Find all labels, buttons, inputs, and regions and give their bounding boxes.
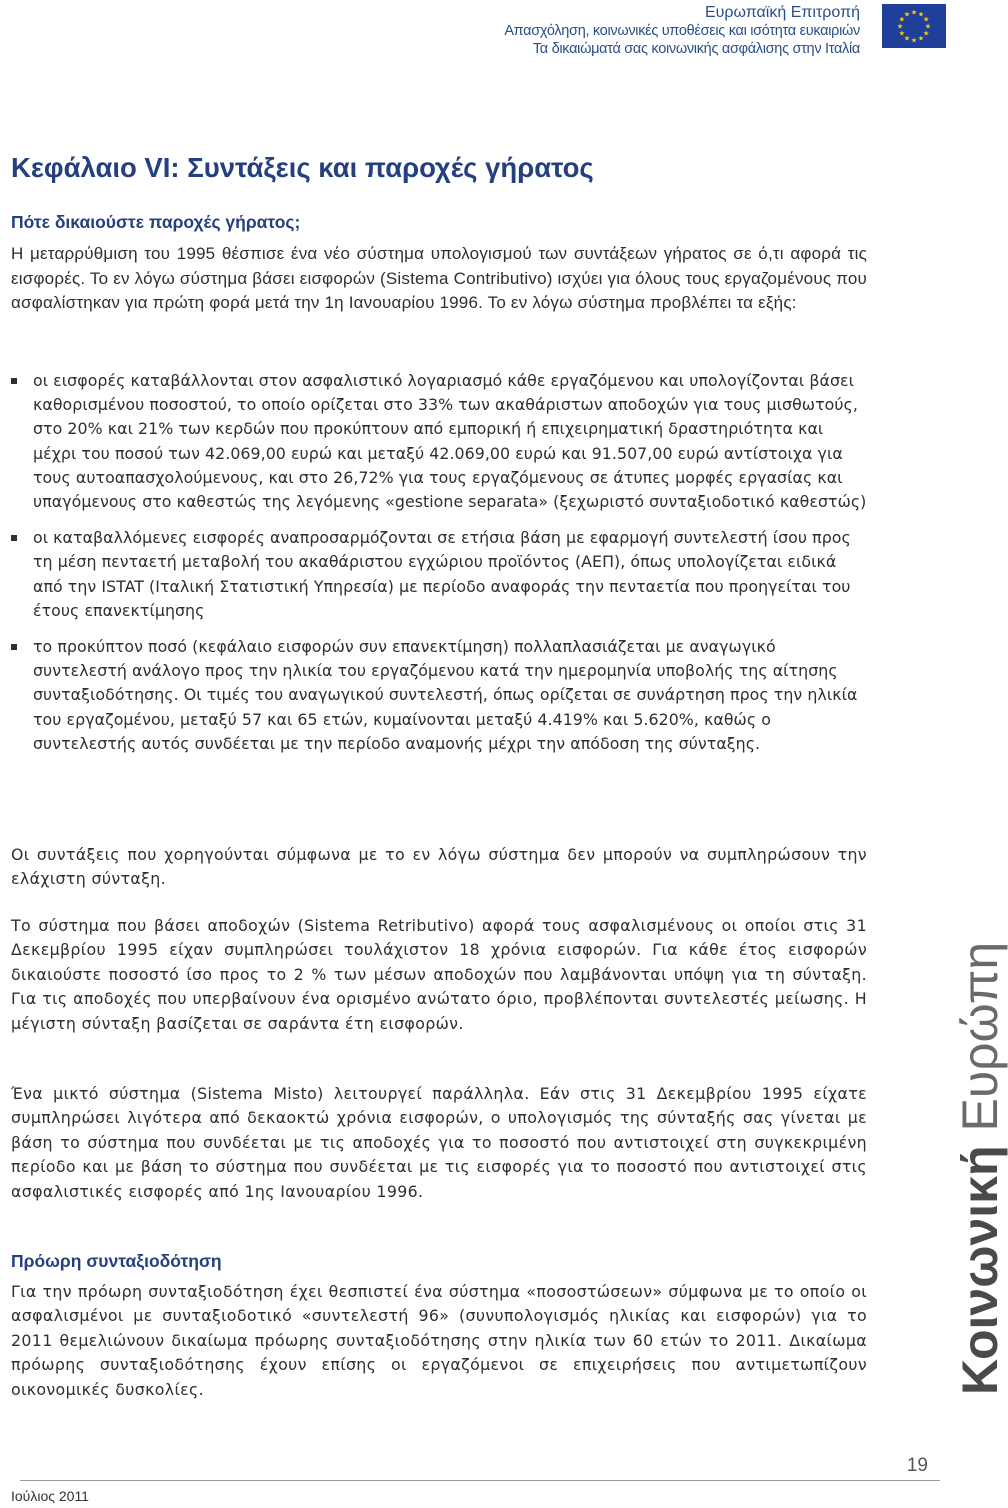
eu-star-icon: ★ xyxy=(910,37,918,45)
footer-date: Ιούλιος 2011 xyxy=(11,1488,89,1504)
social-europe-wordmark xyxy=(952,941,1008,1395)
page-header xyxy=(0,2,960,62)
bullet-square-icon xyxy=(11,378,17,384)
eu-star-icon: ★ xyxy=(917,11,925,19)
wordmark-bold: Κοινωνική xyxy=(952,1145,1008,1395)
list-item xyxy=(11,369,871,514)
contribution-bullet-list xyxy=(11,369,871,768)
eu-star-icon: ★ xyxy=(898,16,906,24)
eu-star-icon: ★ xyxy=(898,30,906,38)
eu-star-icon: ★ xyxy=(910,9,918,17)
section-heading-when-eligible: Πότε δικαιούστε παροχές γήρατος; xyxy=(11,212,301,232)
section-heading-early-retirement: Πρόωρη συνταξιοδότηση xyxy=(11,1251,222,1271)
chapter-title: Κεφάλαιο VI: Συντάξεις και παροχές γήρατος xyxy=(11,152,594,183)
eu-star-icon: ★ xyxy=(903,11,911,19)
bullet-text: οι εισφορές καταβάλλονται στον ασφαλιστικό λογαριασμό κάθε εργαζόμενου και υπολογίζονται βάσει καθορισμένου ποσοστού, το οποίο ορίζεται στο 33% των ακαθάριστων αποδοχών για τους μισθωτούς, στο 20% και 21% των κερδών που προκύπτουν από εμπορική ή επιχειρηματική δραστηριότητα και μέχρι του ποσού των 42.069,00 ευρώ και μεταξύ 42.069,00 ευρώ και 91.507,00 ευρώ αντίστοιχα για τους αυτοαπασχολούμενους, και στο 26,72% για τους εργαζόμενους σε άτυπες μορφές εργασίας και υπαγόμενους στο καθεστώς της λεγόμενης «gestione separata» (ξεχωριστό συνταξιοδοτικό καθεστώς) xyxy=(33,371,867,512)
min-pension-paragraph: Οι συντάξεις που χορηγούνται σύμφωνα με το εν λόγω σύστημα δεν μπορούν να συμπληρώσουν την ελάχιστη σύνταξη. xyxy=(11,845,867,889)
bullet-square-icon xyxy=(11,535,17,541)
list-item xyxy=(11,526,871,623)
eu-star-icon: ★ xyxy=(922,16,930,24)
misto-paragraph: Ένα μικτό σύστημα (Sistema Misto) λειτουργεί παράλληλα. Εάν στις 31 Δεκεμβρίου 1995 είχατε συμπληρώσει λιγότερα από δεκαοκτώ χρόνια εισφορών, ο υπολογισμός της σύνταξής σας γίνεται με βάση το σύστημα που συνδέεται με τις αποδοχές για το ποσοστό που αντιστοιχεί στη συγκεκριμένη περίοδο και με βάση το σύστημα που συνδέεται με τις εισφορές για το ποσοστό που αντιστοιχεί στις ασφαλιστικές εισφορές από 1ης Ιανουαρίου 1996. xyxy=(11,1084,867,1201)
header-org: Ευρωπαϊκή Επιτροπή xyxy=(704,4,860,21)
eu-star-icon: ★ xyxy=(903,35,911,43)
header-dg: Απασχόληση, κοινωνικές υποθέσεις και ισότητα ευκαιριών xyxy=(504,23,860,39)
eu-star-icon: ★ xyxy=(917,35,925,43)
header-doc: Τα δικαιώματά σας κοινωνικής ασφάλισης στην Ιταλία xyxy=(532,41,860,57)
bullet-square-icon xyxy=(11,644,17,650)
footer-divider xyxy=(20,1480,940,1481)
header-text xyxy=(504,4,860,58)
eu-star-icon: ★ xyxy=(922,30,930,38)
eu-star-icon: ★ xyxy=(896,23,904,31)
eu-flag-icon xyxy=(882,4,946,48)
page-number: 19 xyxy=(906,1455,928,1476)
list-item xyxy=(11,635,871,756)
wordmark-light: Ευρώπη xyxy=(952,941,1008,1132)
bullet-text: το προκύπτον ποσό (κεφάλαιο εισφορών συν επανεκτίμηση) πολλαπλασιάζεται με αναγωγικό συντελεστή ανάλογο προς την ηλικία του εργαζόμενου κατά την ημερομηνία υποβολής της αίτησης συνταξιοδότησης. Οι τιμές του αναγωγικού συντελεστή, όπως ορίζεται σε συνάρτηση προς την ηλικία του εργαζομένου, μεταξύ 57 και 65 ετών, κυμαίνονται μεταξύ 4.419% και 5.620%, καθώς ο συντελεστής αυτός συνδέεται με την περίοδο αναμονής μέχρι την απόδοση της σύνταξης. xyxy=(33,637,858,753)
bullet-text: οι καταβαλλόμενες εισφορές αναπροσαρμόζονται σε ετήσια βάση με εφαρμογή συντελεστή ίσου προς τη μέση πενταετή μεταβολή του ακαθάριστου εγχώριου προϊόντος (ΑΕΠ), όπως υπολογίζεται ειδικά από την ISTAT (Ιταλική Στατιστική Υπηρεσία) με περίοδο αναφοράς την πενταετία που προηγείται του έτους επανεκτίμησης xyxy=(33,528,851,620)
early-retirement-paragraph: Για την πρόωρη συνταξιοδότηση έχει θεσπιστεί ένα σύστημα «ποσοστώσεων» σύμφωνα με το οποίο οι ασφαλισμένοι με συνταξιοδοτικό «συντελεστή 96» (συνυπολογισμός ηλικίας και εισφορών) για το 2011 θεμελιώνουν δικαίωμα πρόωρης συνταξιοδότησης στην ηλικία των 60 ετών το 2011. Δικαίωμα πρόωρης συνταξιοδότησης έχουν επίσης οι εργαζόμενοι σε επιχειρήσεις που αντιμετωπίζουν οικονομικές δυσκολίες. xyxy=(11,1282,867,1399)
eu-star-icon: ★ xyxy=(924,23,932,31)
retributivo-paragraph: Το σύστημα που βάσει αποδοχών (Sistema Retributivo) αφορά τους ασφαλισμένους οι οποίοι στις 31 Δεκεμβρίου 1995 είχαν συμπληρώσει τουλάχιστον 18 χρόνια εισφορών. Για κάθε έτος εισφορών δικαιούστε ποσοστό ίσο προς το 2 % των μέσων αποδοχών που λαμβάνονται υπόψη για τη σύνταξη. Για τις αποδοχές που υπερβαίνουν ένα ορισμένο ανώτατο όριο, προβλέπονται συντελεστές μείωσης. Η μέγιστη σύνταξη βασίζεται σε σαράντα έτη εισφορών. xyxy=(11,916,867,1033)
intro-paragraph: Η μεταρρύθμιση του 1995 θέσπισε ένα νέο σύστημα υπολογισμού των συντάξεων γήρατος σε ό,τι αφορά τις εισφορές. Το εν λόγω σύστημα βάσει εισφορών (Sistema Contributivo) ισχύει για όλους τους εργαζομένους που ασφαλίστηκαν για πρώτη φορά μετά την 1η Ιανουαρίου 1996. Το εν λόγω σύστημα προβλέπει τα εξής: xyxy=(11,244,867,312)
